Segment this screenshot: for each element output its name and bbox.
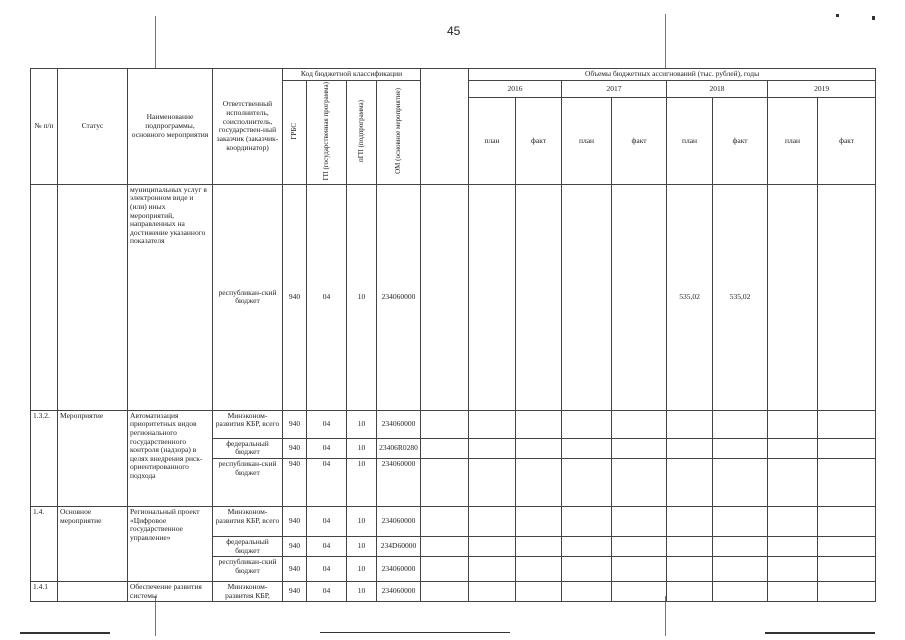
row-gp: 04 [307, 458, 347, 506]
fact-header: факт [713, 98, 768, 184]
table-row [31, 506, 876, 536]
row-pgp: 10 [347, 557, 377, 582]
row-responsible: республикан-ский бюджет [213, 184, 283, 410]
row-gp: 04 [307, 506, 347, 536]
row-pgp: 10 [347, 184, 377, 410]
row-om: 234060000 [377, 506, 421, 536]
row-2016-fact [516, 184, 562, 410]
row-responsible: Минэконом-развития КБР, всего [213, 506, 283, 536]
row-status [58, 184, 128, 410]
row-grbs: 940 [283, 458, 307, 506]
row-name: муниципальных услуг в электронном виде и (или) иных мероприятий, направленных на достижение указанного показателя [128, 184, 213, 410]
om-header-text: ОМ (основное мероприятие) [394, 87, 403, 174]
year-2018-header: 2018 [667, 80, 768, 98]
row-pgp: 10 [347, 410, 377, 438]
budget-table [30, 68, 876, 602]
scan-line [20, 632, 110, 634]
plan-header: план [768, 98, 818, 184]
row-gp: 04 [307, 438, 347, 458]
row-om: 234060000 [377, 410, 421, 438]
row-2019-plan [768, 184, 818, 410]
volume-group-header: Объемы бюджетных ассигнований (тыс. рублей), годы [469, 69, 876, 81]
om-header [377, 80, 421, 184]
row-pgp: 10 [347, 438, 377, 458]
col-name-header: Наименование подпрограммы, основного мероприятия [128, 69, 213, 185]
row-name: Обеспечение развития системы [128, 582, 213, 602]
row-gp: 04 [307, 184, 347, 410]
scan-line [155, 16, 156, 68]
gp-header-text: ГП (государственная программа) [322, 81, 331, 181]
row-grbs: 940 [283, 557, 307, 582]
row-om: 23406R0280 [377, 438, 421, 458]
row-gp: 04 [307, 410, 347, 438]
plan-header: план [469, 98, 516, 184]
table-row [31, 184, 876, 410]
row-num: 1.4. [31, 506, 58, 581]
row-2018-plan: 535,02 [667, 184, 713, 410]
table-row [31, 582, 876, 602]
row-om: 234060000 [377, 458, 421, 506]
row-2019-fact [818, 184, 876, 410]
scan-mark [836, 14, 839, 17]
row-2018-fact: 535,02 [713, 184, 768, 410]
row-status: Основное мероприятие [58, 506, 128, 581]
row-2017-plan [562, 184, 612, 410]
row-om: 234D60000 [377, 536, 421, 556]
row-grbs: 940 [283, 410, 307, 438]
scan-mark [872, 16, 875, 20]
year-2019-header: 2019 [768, 80, 876, 98]
pgp-header [347, 80, 377, 184]
row-name: Автоматизация приоритетных видов регионального государственного контроля (надзора) в целях внедрения риск-ориентированного подхода [128, 410, 213, 506]
row-grbs: 940 [283, 582, 307, 602]
table-row [31, 410, 876, 438]
scan-line [320, 632, 510, 633]
row-2017-fact [612, 184, 667, 410]
col-num-header: № п/п [31, 69, 58, 185]
row-pgp: 10 [347, 536, 377, 556]
fact-header: факт [516, 98, 562, 184]
row-name: Региональный проект «Цифровое государственное управление» [128, 506, 213, 581]
row-responsible: республикан-ский бюджет [213, 458, 283, 506]
row-responsible: федеральный бюджет [213, 536, 283, 556]
row-pgp: 10 [347, 582, 377, 602]
row-responsible: федеральный бюджет [213, 438, 283, 458]
row-grbs: 940 [283, 438, 307, 458]
fact-header: факт [612, 98, 667, 184]
row-grbs: 940 [283, 536, 307, 556]
row-pgp: 10 [347, 506, 377, 536]
row-2016-plan [469, 184, 516, 410]
code-group-header: Код бюджетной классификации [283, 69, 421, 81]
year-2017-header: 2017 [562, 80, 667, 98]
row-grbs: 940 [283, 184, 307, 410]
row-responsible: Минэконом-развития КБР, [213, 582, 283, 602]
row-status: Мероприятие [58, 410, 128, 506]
row-responsible: республикан-ский бюджет [213, 557, 283, 582]
col-responsible-header: Ответственный исполнитель, соисполнитель, государствен-ный заказчик (заказчик-координатор) [213, 69, 283, 185]
row-num: 1.3.2. [31, 410, 58, 506]
row-pgp: 10 [347, 458, 377, 506]
row-gp: 04 [307, 582, 347, 602]
row-num [31, 184, 58, 410]
row-om: 234060000 [377, 582, 421, 602]
plan-header: план [667, 98, 713, 184]
grbs-header [283, 80, 307, 184]
fact-header: факт [818, 98, 876, 184]
row-num: 1.4.1 [31, 582, 58, 602]
row-om: 234060000 [377, 184, 421, 410]
row-status [58, 582, 128, 602]
row-gp: 04 [307, 557, 347, 582]
row-responsible: Минэконом-развития КБР, всего [213, 410, 283, 438]
plan-header: план [562, 98, 612, 184]
row-om: 234060000 [377, 557, 421, 582]
pgp-header-text: пГП (подпрограмма) [357, 99, 366, 162]
row-spacer [421, 184, 469, 410]
scan-line [665, 14, 666, 68]
page-number: 45 [447, 24, 461, 38]
col-status-header: Статус [58, 69, 128, 185]
scan-line [765, 632, 875, 634]
gp-header [307, 80, 347, 184]
row-gp: 04 [307, 536, 347, 556]
spacer-header [421, 69, 469, 185]
row-grbs: 940 [283, 506, 307, 536]
grbs-header-text: ГРБС [290, 122, 299, 140]
year-2016-header: 2016 [469, 80, 562, 98]
